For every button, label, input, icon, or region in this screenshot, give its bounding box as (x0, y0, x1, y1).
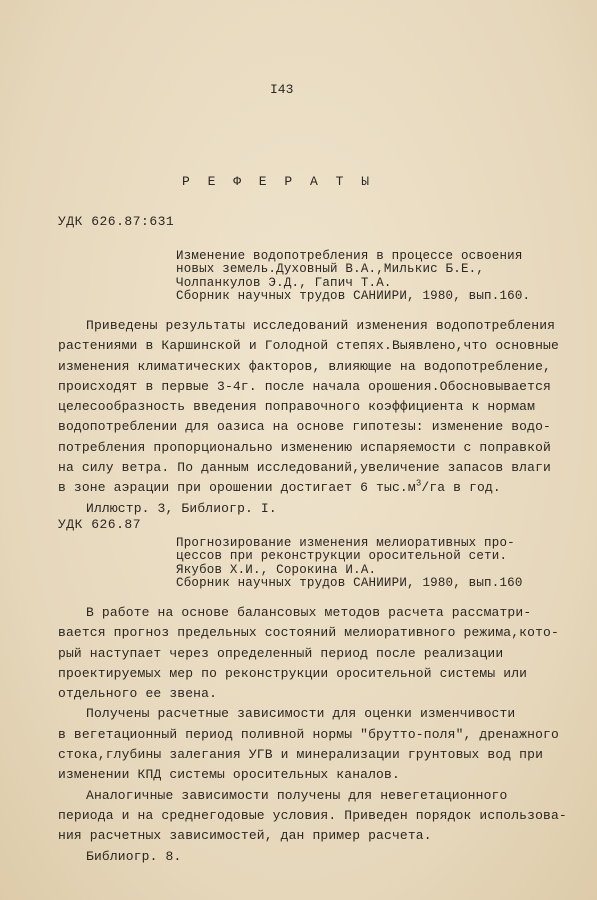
body-line: водопотреблении для оазиса на основе гипотезы: изменение водо- (58, 419, 551, 435)
body-line: в вегетационный период поливной нормы "брутто-поля", дренажного (58, 726, 559, 742)
udk-code-1: УДК 626.87:631 (58, 214, 175, 229)
body-line: периода и на среднегодовые условия. Приведен порядок использова- (58, 807, 567, 823)
reference-line: Чолпанкулов Э.Д., Гапич Т.А. (176, 275, 392, 290)
body-line: изменении КПД системы оросительных каналов. (58, 767, 400, 783)
reference-line: Изменение водопотребления в процессе освоения (176, 249, 523, 263)
body-line: Получены расчетные зависимости для оценки изменчивости (86, 706, 516, 722)
section-heading: Р Е Ф Е Р А Т Ы (182, 174, 375, 189)
udk-code-2: УДК 626.87 (58, 517, 142, 532)
body-line: Аналогичные зависимости получены для невегетационного (86, 787, 508, 803)
body-line: вается прогноз предельных состояний мелиоративного режима,кото- (58, 625, 559, 641)
body-line-last: в зоне аэрации при орошении достигает 6 $тыс.м^3/га$ в год. (58, 479, 501, 496)
page-number: I43 (270, 82, 294, 97)
body-line: Приведены результаты исследований изменения водопотребления (86, 318, 556, 333)
body-line: целесообразность введения поправочного коэффициента к нормам (58, 399, 536, 415)
abstract-body-2 (58, 603, 567, 867)
reference-line: новых земель.Духовный В.А.,Милькис Б.Е., (176, 262, 485, 277)
biblio-line-1: Иллюстр. 3, Библиогр. I. (86, 500, 277, 516)
reference-block-2 (176, 537, 523, 591)
superscript: 3 (415, 479, 422, 490)
body-line: растениями в Каршинской и Голодной степях.Выявлено,что основные (58, 338, 559, 354)
reference-line: Якубов Х.И., Сорокина И.А. (176, 562, 377, 577)
body-line: рый наступает через определенный период после реализации (58, 645, 504, 661)
body-line: происходят в первые 3-4г. после начала орошения.Обосновывается (58, 378, 551, 394)
body-line: на силу ветра. По данным исследований,увеличение запасов влаги (58, 460, 551, 476)
biblio-line-2: Библиогр. 8. (86, 848, 182, 864)
body-line: В работе на основе балансовых методов расчета рассматри- (86, 605, 532, 620)
reference-block-1 (176, 250, 530, 304)
body-line: стока,глубины залегания УГВ и минерализации грунтовых вод при (58, 747, 544, 763)
body-line: потребления пропорционально изменению испаряемости с поправкой (58, 439, 551, 455)
body-line: ния расчетных зависимостей, дан пример расчета. (58, 828, 432, 844)
body-line: отдельного ее звена. (58, 686, 218, 702)
body-line: изменения климатических факторов, влияющие на водопотребление, (58, 358, 551, 374)
abstract-body-1 (58, 316, 559, 519)
reference-line: цессов при реконструкции оросительной сети. (176, 549, 508, 564)
reference-line: Прогнозирование изменения мелиоративных про- (176, 536, 515, 550)
body-line: проектируемых мер по реконструкции оросительной системы или (58, 665, 528, 681)
reference-line: Сборник научных трудов САНИИРИ, 1980, вып.160. (176, 289, 531, 304)
reference-line: Сборник научных трудов САНИИРИ, 1980, вып.160 (176, 576, 523, 591)
